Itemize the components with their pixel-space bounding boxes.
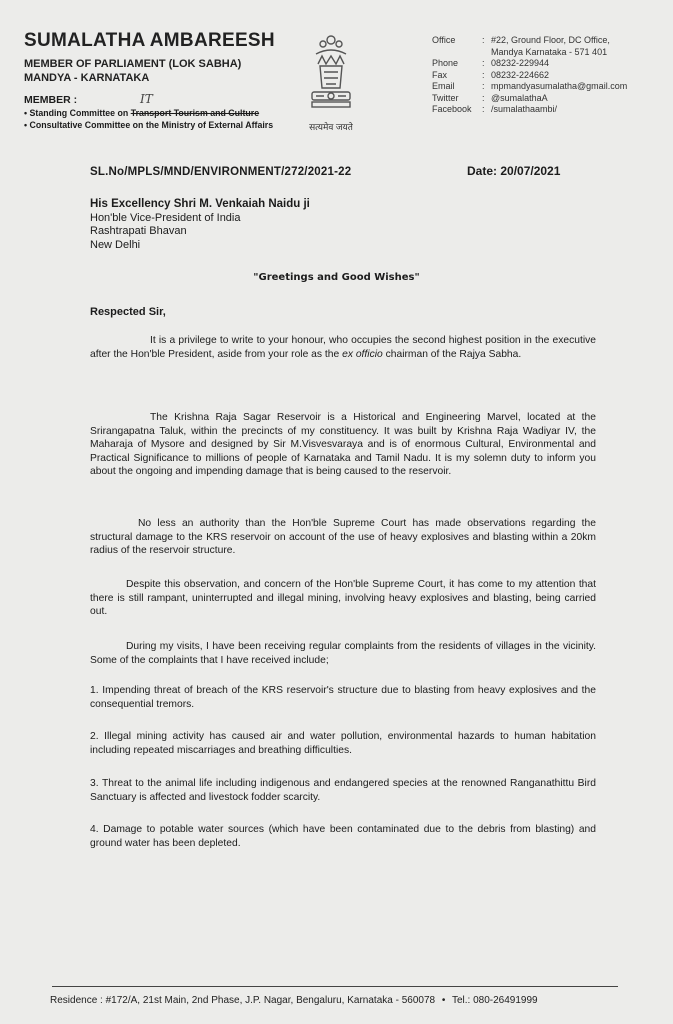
contact-value: @sumalathaA (491, 92, 548, 103)
contact-separator: : (482, 104, 485, 114)
contact-separator (482, 47, 491, 59)
body-paragraph (90, 334, 596, 361)
contact-key: Twitter (432, 92, 459, 103)
footer-residence: Residence : #172/A, 21st Main, 2nd Phase, J.P. Nagar, Bengaluru, Karnataka - 560078 (50, 995, 436, 1006)
contact-key: Fax (432, 69, 448, 80)
reference-number: SL.No/MPLS/MND/ENVIRONMENT/272/2021-22 (90, 166, 352, 178)
body-paragraph: The Krishna Raja Sagar Reservoir is a Historical and Engineering Marvel, located at the Srirangapatna Taluk, within the precincts of my constituency. It was built by Krishna Raja Wadiyar IV, the Maharaja of Mysore and designed by Sir M.Visvesvaraya and is of enormous Cultural, Environmental and Practical Significance to millions of people of Karnataka and Tamil Nadu. It is my solemn duty to inform you about the ongoing and impending damage that is being caused to the reservoir. (90, 412, 596, 477)
greeting-line: "Greetings and Good Wishes" (253, 272, 420, 283)
emblem-caption: सत्यमेव जयते (309, 122, 353, 132)
contact-separator: : (482, 81, 485, 91)
sender-constituency: MANDYA - KARNATAKA (24, 72, 150, 84)
complaint-item: 2. Illegal mining activity has caused air and water pollution, environmental hazards to human habitation including repeated miscarriages and breathing difficulties. (90, 731, 596, 756)
contact-separator: : (482, 58, 485, 68)
body-paragraph: No less an authority than the Hon'ble Supreme Court has made observations regarding the structural damage to the KRS reservoir on account of the use of heavy explosives and blasting within a 20km radius of the reservoir structure. (90, 518, 596, 556)
contact-separator: : (482, 69, 485, 80)
addressee-name: His Excellency Shri M. Venkaiah Naidu ji (90, 198, 310, 210)
complaint-item: 3. Threat to the animal life including indigenous and endangered species at the renowned Ranganathittu Bird Sanctuary is affected and livestock fodder scarcity. (90, 778, 596, 803)
body-paragraph: Despite this observation, and concern of the Hon'ble Supreme Court, it has come to my attention that there is still rampant, uninterrupted and illegal mining, involving heavy explosives and blasting, being carried out. (90, 579, 596, 617)
committee-item (24, 108, 314, 118)
footer-bullet: • (441, 995, 446, 1006)
sender-designation: MEMBER OF PARLIAMENT (LOK SABHA) (24, 58, 242, 70)
contact-key: Phone (432, 58, 459, 68)
letterhead-left (24, 30, 314, 130)
contact-row (432, 47, 662, 59)
paragraph-text: It is a privilege to write to your honour, who occupies the second highest position in the executive after the Hon'ble President, aside from your role as the (90, 335, 596, 360)
contact-key: Facebook (432, 104, 472, 114)
complaint-item: 1. Impending threat of breach of the KRS reservoir's structure due to blasting from heavy explosives and the consequential tremors. (90, 685, 596, 710)
contact-key: Office (432, 35, 456, 45)
contact-value: /sumalathaambi/ (491, 104, 558, 114)
committee-prefix: • Consultative Committee on the Ministry of External Affairs (24, 120, 274, 130)
contact-row (432, 93, 662, 105)
footer-line (50, 995, 538, 1006)
contact-row (432, 81, 662, 93)
contact-key: Email (432, 81, 455, 91)
complaint-item: 4. Damage to potable water sources (which have been contaminated due to the debris from blasting) and ground water has been depleted. (90, 824, 596, 849)
addressee-address-line: New Delhi (90, 238, 141, 251)
contact-separator: : (482, 35, 485, 45)
paragraph-italic-text: ex officio (342, 348, 383, 360)
contact-separator: : (482, 92, 485, 103)
contact-value: mpmandyasumalatha@gmail.com (491, 81, 628, 91)
salutation: Respected Sir, (90, 306, 166, 318)
committee-prefix: • Standing Committee on (24, 108, 131, 118)
contact-row (432, 104, 662, 116)
contact-value: Mandya Karnataka - 571 401 (491, 46, 608, 57)
contact-block (432, 35, 662, 116)
contact-value: #22, Ground Floor, DC Office, (491, 35, 610, 45)
letter-date: Date: 20/07/2021 (467, 164, 561, 178)
contact-row (432, 70, 662, 82)
body-paragraph: During my visits, I have been receiving regular complaints from the residents of villages in the vicinity. Some of the complaints that I have received include; (90, 641, 596, 666)
member-label: MEMBER : (24, 94, 78, 106)
member-label-row (24, 92, 314, 106)
committee-item (24, 120, 314, 130)
contact-row (432, 35, 662, 47)
contact-row (432, 58, 662, 70)
paragraph-text: chairman of the Rajya Sabha. (382, 348, 522, 360)
sender-name: SUMALATHA AMBAREESH (24, 30, 275, 51)
addressee-block (90, 198, 310, 252)
addressee-title: Hon'ble Vice-President of India (90, 211, 241, 224)
contact-value: 08232-229944 (491, 58, 550, 68)
footer-divider (52, 986, 618, 987)
contact-key (432, 47, 482, 59)
handwritten-note: IT (140, 92, 153, 106)
addressee-address-line: Rashtrapati Bhavan (90, 225, 187, 237)
contact-value: 08232-224662 (491, 69, 550, 80)
committee-struck-text: Transport Tourism and Culture (130, 108, 260, 118)
footer-telephone: Tel.: 080-26491999 (451, 995, 538, 1006)
